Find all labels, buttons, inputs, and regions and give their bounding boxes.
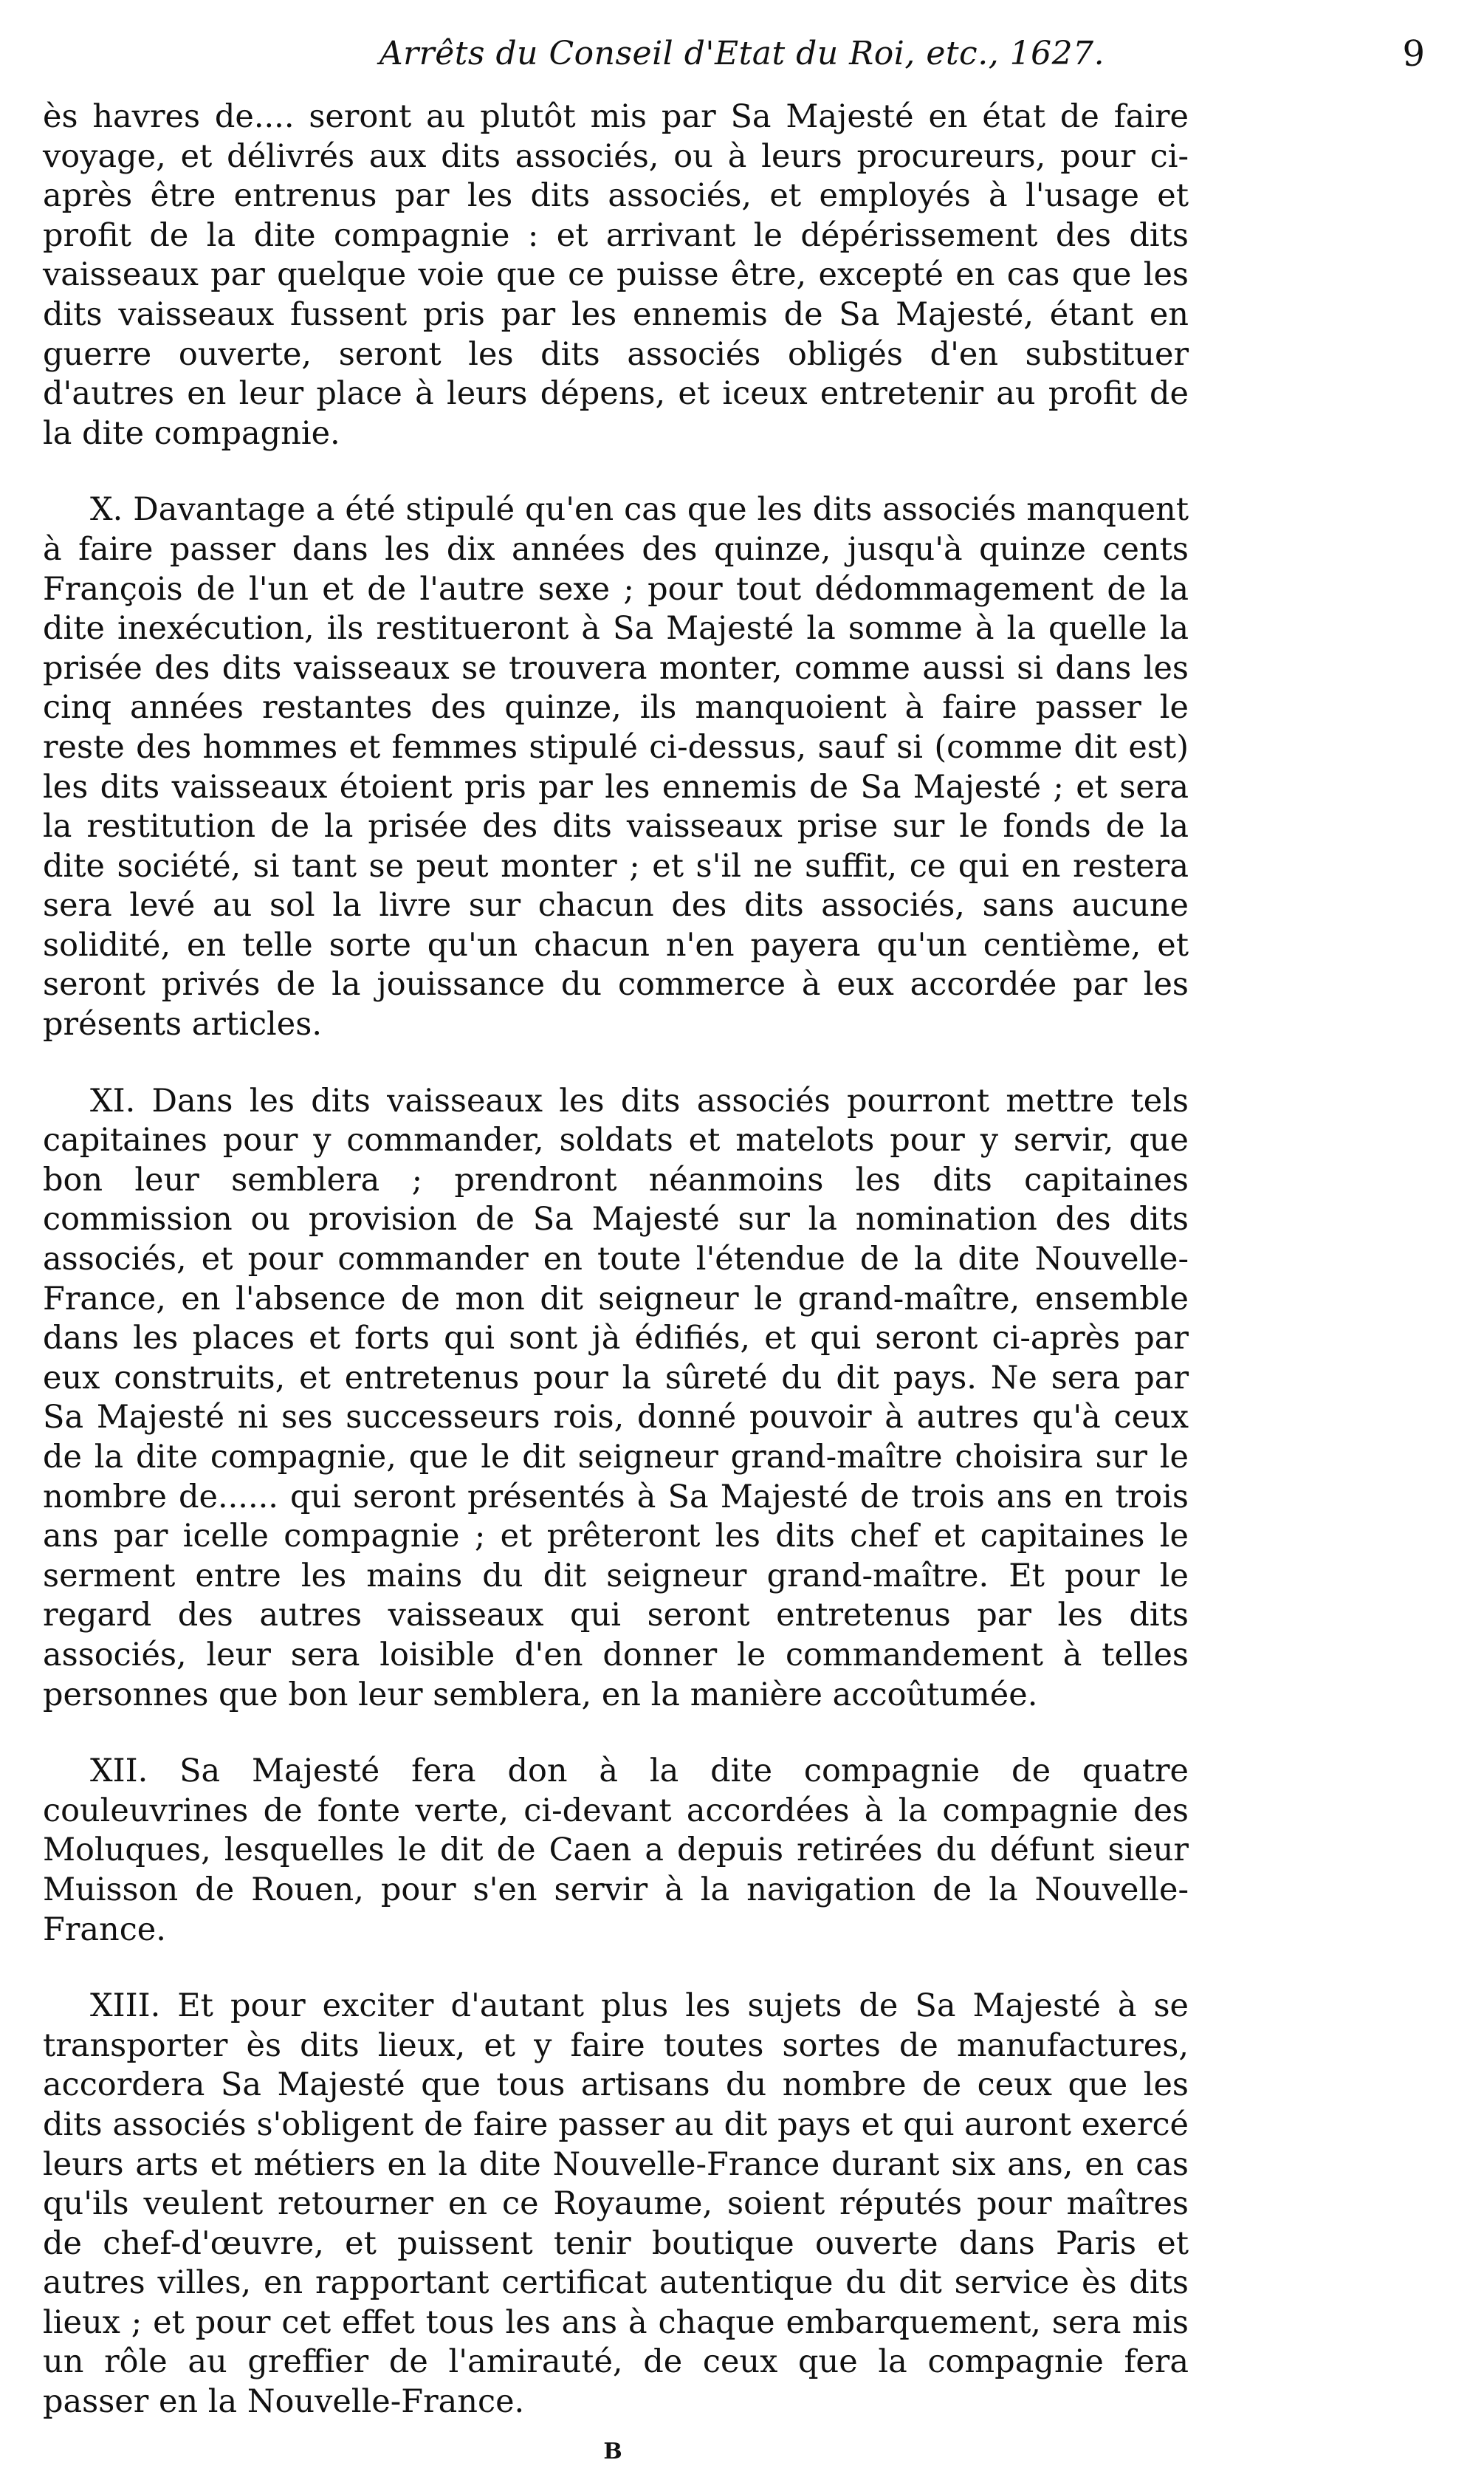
- paragraph-article-xi: XI. Dans les dits vaisseaux les dits associés pourront mettre tels capitaines pour y commander, soldats et matelots pour y servir, que bon leur semblera ; prendront néanmoins les dits capitaines commission ou provision de Sa Majesté sur la nomination des dits associés, et pour commander en toute l'étendue de la dite Nouvelle-France, en l'absence de mon dit seigneur le grand-maître, ensemble dans les places et forts qui sont jà édifiés, et qui seront ci-après par eux construits, et entretenus pour la sûreté du dit pays. Ne sera par Sa Majesté ni ses successeurs rois, donné pouvoir à autres qu'à ceux de la dite compagnie, que le dit seigneur grand-maître choisira sur le nombre de...... qui seront présentés à Sa Majesté de trois ans en trois ans par icelle compagnie ; et prêteront les dits chef et capitaines le serment entre les mains du dit seigneur grand-maître. Et pour le regard des autres vaisseaux qui seront entretenus par les dits associés, leur sera loisible d'en donner le commandement à telles personnes que bon leur semblera, en la manière accoûtumée.: [43, 1082, 1189, 1713]
- paragraph-article-x: X. Davantage a été stipulé qu'en cas que les dits associés manquent à faire passer dans les dix années des quinze, jusqu'à quinze cents François de l'un et de l'autre sexe ; pour tout dédommagement de la dite inexécution, ils restitueront à Sa Majesté la somme à la quelle la prisée des dits vaisseaux se trouvera monter, comme aussi si dans les cinq années restantes des quinze, ils manquoient à faire passer le reste des hommes et femmes stipulé ci-dessus, sauf si (comme dit est) les dits vaisseaux étoient pris par les ennemis de Sa Majesté ; et sera la restitution de la prisée des dits vaisseaux prise sur le fonds de la dite société, si tant se peut monter ; et s'il ne suffit, ce qui en restera sera levé au sol la livre sur chacun des dits associés, sans aucune solidité, en telle sorte qu'un chacun n'en payera qu'un centième, et seront privés de la jouissance du commerce à eux accordée par les présents articles.: [43, 491, 1189, 1044]
- document-body: [43, 97, 1189, 2422]
- paragraph-article-xiii: XIII. Et pour exciter d'autant plus les sujets de Sa Majesté à se transporter ès dits lieux, et y faire toutes sortes de manufactures, accordera Sa Majesté que tous artisans du nombre de ceux que les dits associés s'obligent de faire passer au dit pays et qui auront exercé leurs arts et métiers en la dite Nouvelle-France durant six ans, en cas qu'ils veulent retourner en ce Royaume, soient réputés pour maîtres de chef-d'œuvre, et puissent tenir boutique ouverte dans Paris et autres villes, en rapportant certificat autentique du dit service ès dits lieux ; et pour cet effet tous les ans à chaque embarquement, sera mis un rôle au greffier de l'amirauté, de ceux que la compagnie fera passer en la Nouvelle-France.: [43, 1987, 1189, 2421]
- paragraph-continuation: ès havres de.... seront au plutôt mis par Sa Majesté en état de faire voyage, et délivrés aux dits associés, ou à leurs procureurs, pour ci-après être entrenus par les dits associés, et employés à l'usage et profit de la dite compagnie : et arrivant le dépérissement des dits vaisseaux par quelque voie que ce puisse être, excepté en cas que les dits vaisseaux fussent pris par les ennemis de Sa Majesté, étant en guerre ouverte, seront les dits associés obligés d'en substituer d'autres en leur place à leurs dépens, et iceux entretenir au profit de la dite compagnie.: [43, 98, 1189, 452]
- running-header: [0, 28, 1484, 80]
- signature-mark: B: [603, 2439, 622, 2464]
- header-title: Arrêts du Conseil d'Etat du Roi, etc., 1627.: [379, 35, 1105, 72]
- page-number: 9: [1402, 33, 1425, 75]
- paragraph-article-xii: XII. Sa Majesté fera don à la dite compagnie de quatre couleuvrines de fonte verte, ci-devant accordées à la compagnie des Moluques, lesquelles le dit de Caen a depuis retirées du défunt sieur Muisson de Rouen, pour s'en servir à la navigation de la Nouvelle-France.: [43, 1752, 1189, 1948]
